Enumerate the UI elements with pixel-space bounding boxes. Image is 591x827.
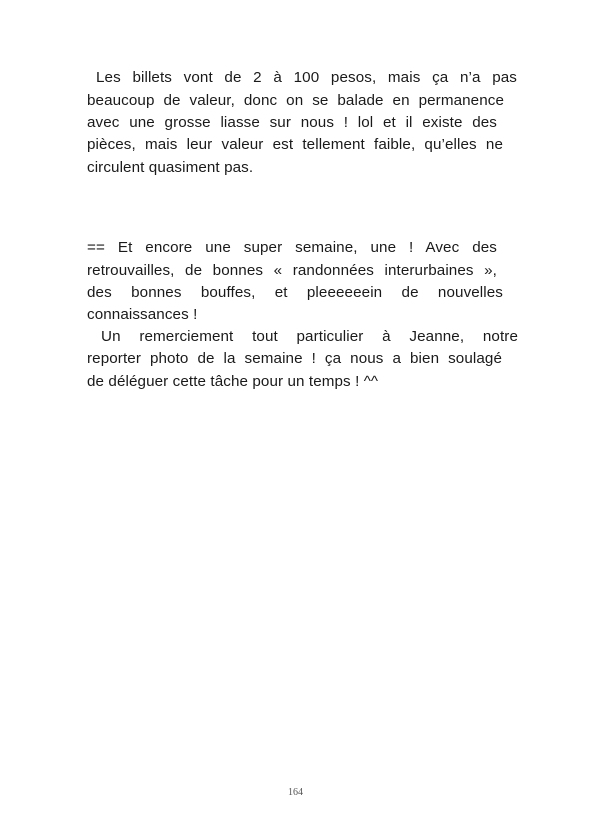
paragraph-2-line-3: des bonnes bouffes, et pleeeeeein de nouvelles [87, 284, 503, 301]
paragraph-3-line-1: Un remerciement tout particulier à Jeanne, notre [101, 328, 518, 345]
paragraph-1-line-2: beaucoup de valeur, donc on se balade en permanence [87, 92, 504, 109]
page-number: 164 [288, 787, 303, 798]
paragraph-1-line-1: Les billets vont de 2 à 100 pesos, mais ça n’a pas [96, 69, 517, 86]
paragraph-3-line-2: reporter photo de la semaine ! ça nous a bien soulagé [87, 350, 502, 367]
paragraph-2-line-1: == Et encore une super semaine, une ! Avec des [87, 239, 497, 256]
paragraph-2-line-4: connaissances ! [87, 306, 198, 323]
paragraph-3-line-3: de déléguer cette tâche pour un temps ! ^^ [87, 373, 379, 390]
paragraph-1-line-5: circulent quasiment pas. [87, 159, 254, 176]
paragraph-1-line-3: avec une grosse liasse sur nous ! lol et il existe des [87, 114, 497, 131]
paragraph-2-line-2: retrouvailles, de bonnes « randonnées interurbaines », [87, 262, 497, 279]
paragraph-1-line-4: pièces, mais leur valeur est tellement faible, qu’elles ne [87, 136, 503, 153]
